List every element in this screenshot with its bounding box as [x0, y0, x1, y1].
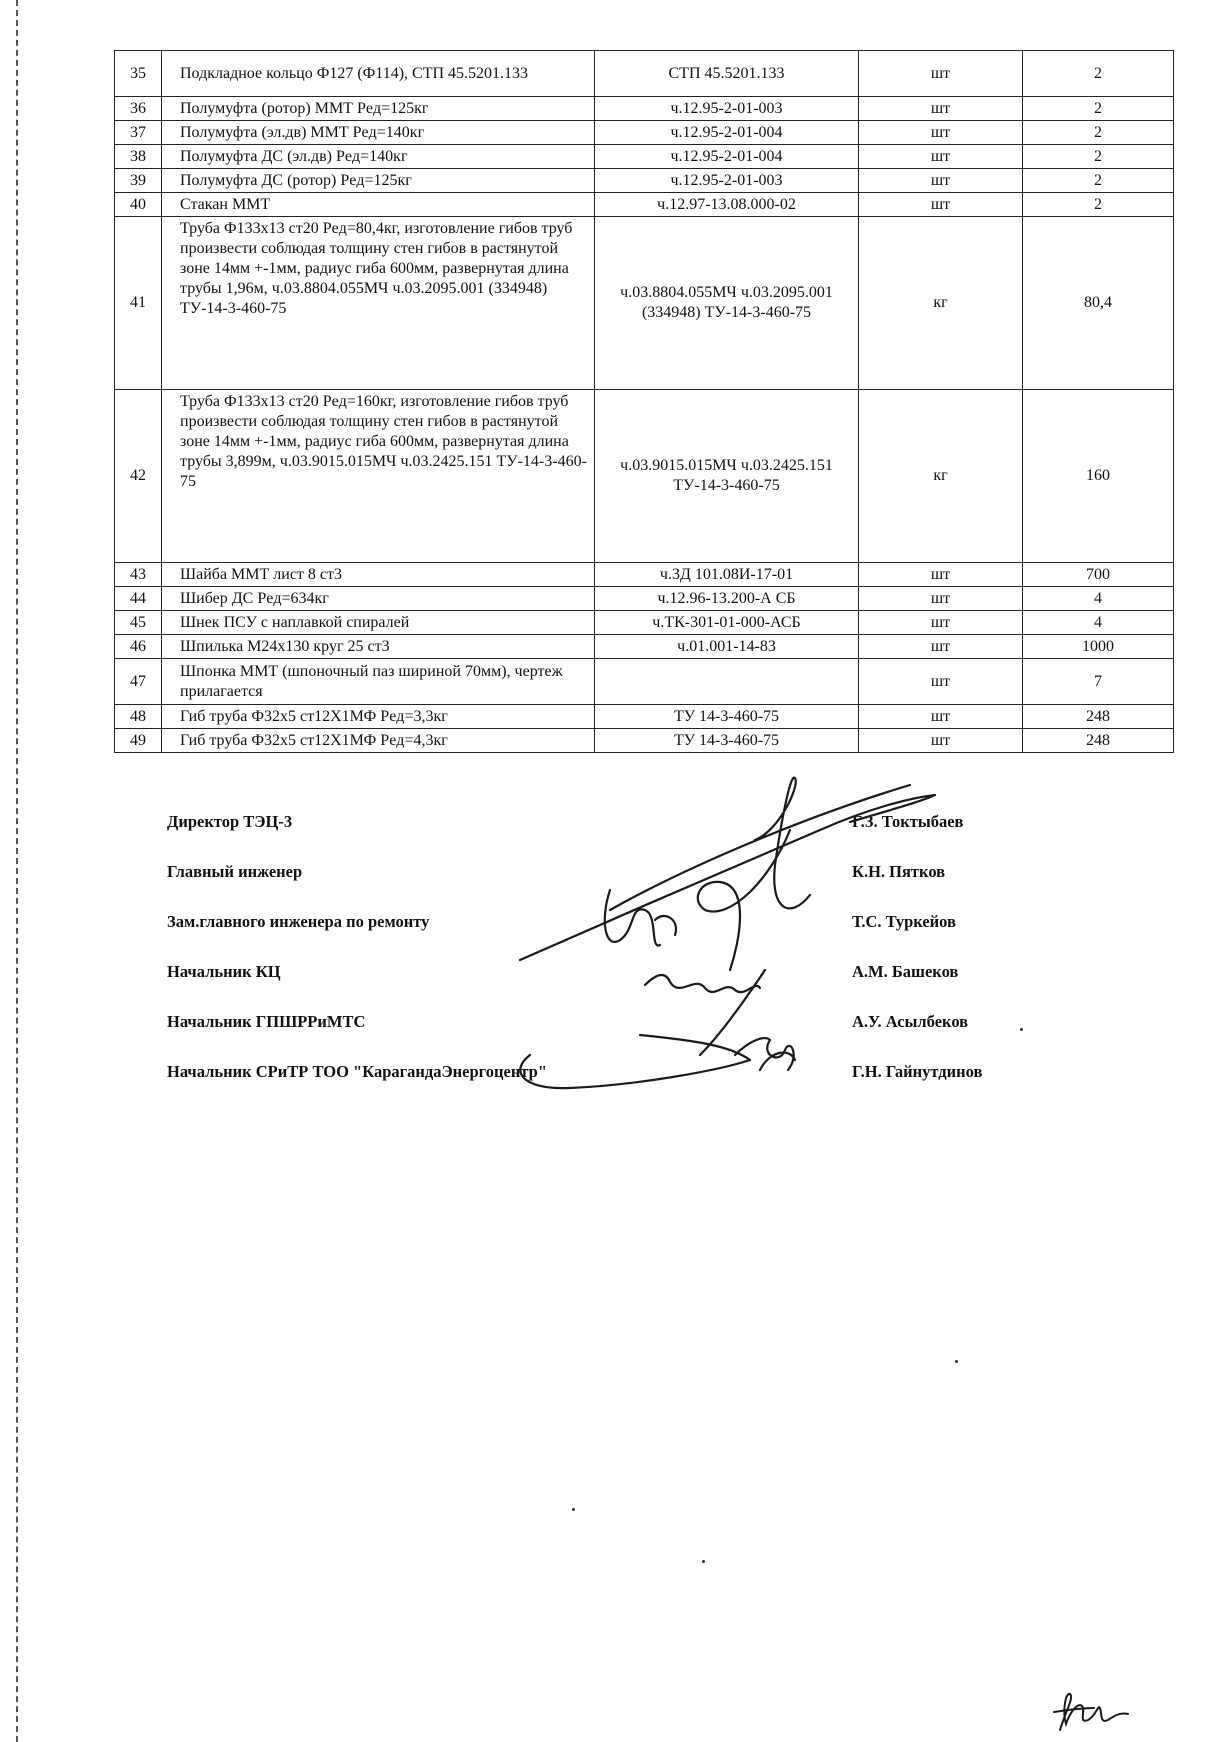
row-number: 43 — [115, 563, 162, 587]
item-name: Гиб труба Ф32х5 ст12Х1МФ Рeд=3,3кг — [162, 705, 595, 729]
signatory-name: К.Н. Пятков — [852, 862, 946, 881]
table-row — [115, 193, 1174, 217]
item-name: Шнек ПСУ с наплавкой спиралей — [162, 611, 595, 635]
item-unit: шт — [859, 145, 1023, 169]
row-number: 40 — [115, 193, 162, 217]
scan-speck — [572, 1508, 575, 1511]
item-unit: шт — [859, 729, 1023, 753]
table-row — [115, 563, 1174, 587]
item-quantity: 7 — [1023, 659, 1174, 705]
row-number: 44 — [115, 587, 162, 611]
item-document: ч.12.95-2-01-003 — [595, 97, 859, 121]
table-row — [115, 169, 1174, 193]
item-name: Полумуфта (эл.дв) ММТ Рeд=140кг — [162, 121, 595, 145]
item-name: Труба Ф133х13 ст20 Рeд=160кг, изготовление гибов труб произвести соблюдая толщину стен гибов в растянутой зоне 14мм +-1мм, радиус гиба 600мм, развернутая длина трубы 3,899м, ч.03.9015.015МЧ ч.03.2425.151 ТУ-14-3-460-75 — [162, 390, 595, 563]
item-document: СТП 45.5201.133 — [595, 51, 859, 97]
table-row — [115, 97, 1174, 121]
item-quantity: 4 — [1023, 587, 1174, 611]
row-number: 41 — [115, 217, 162, 390]
table-row — [115, 729, 1174, 753]
item-quantity: 2 — [1023, 121, 1174, 145]
item-quantity: 2 — [1023, 97, 1174, 121]
signatory-name: А.М. Башеков — [852, 962, 959, 981]
item-quantity: 2 — [1023, 145, 1174, 169]
item-unit: шт — [859, 51, 1023, 97]
specification-table — [114, 50, 1174, 753]
item-document: ТУ 14-3-460-75 — [595, 729, 859, 753]
row-number: 42 — [115, 390, 162, 563]
item-document: ч.12.95-2-01-004 — [595, 145, 859, 169]
item-unit: шт — [859, 97, 1023, 121]
row-number: 35 — [115, 51, 162, 97]
item-quantity: 4 — [1023, 611, 1174, 635]
signatory-title: Начальник ГПШРРиМТС — [167, 1012, 366, 1031]
signature-stroke — [700, 970, 765, 1055]
item-name: Стакан ММТ — [162, 193, 595, 217]
item-document: ч.12.95-2-01-003 — [595, 169, 859, 193]
signature-stroke — [520, 1035, 750, 1088]
item-name: Шайба ММТ лист 8 ст3 — [162, 563, 595, 587]
item-quantity: 80,4 — [1023, 217, 1174, 390]
item-document: ч.01.001-14-83 — [595, 635, 859, 659]
item-name: Полумуфта ДС (эл.дв) Рeд=140кг — [162, 145, 595, 169]
table-row — [115, 611, 1174, 635]
item-unit: шт — [859, 587, 1023, 611]
scan-speck — [955, 1360, 958, 1363]
signatory-name: Г.Н. Гайнутдинов — [852, 1062, 983, 1081]
table-row — [115, 587, 1174, 611]
signature-stroke — [755, 778, 810, 909]
item-name: Гиб труба Ф32х5 ст12Х1МФ Рeд=4,3кг — [162, 729, 595, 753]
signature-stroke — [655, 916, 676, 935]
handwritten-signatures — [490, 770, 1040, 1100]
item-unit: шт — [859, 611, 1023, 635]
scan-speck — [1020, 1028, 1023, 1031]
item-document: ч.3Д 101.08И-17-01 — [595, 563, 859, 587]
item-unit: шт — [859, 635, 1023, 659]
row-number: 47 — [115, 659, 162, 705]
row-number: 48 — [115, 705, 162, 729]
row-number: 39 — [115, 169, 162, 193]
signature-stroke — [610, 785, 910, 910]
signature-stroke — [520, 795, 935, 960]
item-unit: шт — [859, 193, 1023, 217]
page-edge-cut-line — [16, 0, 18, 1742]
initials-signature — [1048, 1690, 1138, 1732]
item-document: ч.12.95-2-01-004 — [595, 121, 859, 145]
item-unit: шт — [859, 563, 1023, 587]
item-name: Шпилька М24х130 круг 25 ст3 — [162, 635, 595, 659]
row-number: 45 — [115, 611, 162, 635]
row-number: 38 — [115, 145, 162, 169]
signatory-name: Г.З. Токтыбаев — [852, 812, 964, 831]
item-quantity: 2 — [1023, 51, 1174, 97]
item-name: Подкладное кольцо Ф127 (Ф114), СТП 45.5201.133 — [162, 51, 595, 97]
signatory-title: Зам.главного инженера по ремонту — [167, 912, 430, 931]
signatory-title: Главный инженер — [167, 862, 303, 881]
signatory-title: Начальник СРиТР ТОО "КарагандаЭнергоцентр" — [167, 1062, 547, 1081]
signature-stroke — [735, 1038, 794, 1070]
table-row — [115, 217, 1174, 390]
item-quantity: 1000 — [1023, 635, 1174, 659]
table-row — [115, 705, 1174, 729]
signatory-name: Т.С. Туркейов — [852, 912, 956, 931]
table-row — [115, 635, 1174, 659]
table-row — [115, 121, 1174, 145]
item-document: ч.12.97-13.08.000-02 — [595, 193, 859, 217]
signature-stroke — [645, 975, 760, 992]
item-unit: шт — [859, 169, 1023, 193]
item-unit: кг — [859, 217, 1023, 390]
row-number: 37 — [115, 121, 162, 145]
item-document: ч.03.8804.055МЧ ч.03.2095.001 (334948) ТУ-14-3-460-75 — [595, 217, 859, 390]
item-document: ч.03.9015.015МЧ ч.03.2425.151 ТУ-14-3-460-75 — [595, 390, 859, 563]
item-unit: кг — [859, 390, 1023, 563]
item-quantity: 2 — [1023, 193, 1174, 217]
row-number: 49 — [115, 729, 162, 753]
item-quantity: 160 — [1023, 390, 1174, 563]
item-document — [595, 659, 859, 705]
item-unit: шт — [859, 705, 1023, 729]
item-name: Шибер ДС Рeд=634кг — [162, 587, 595, 611]
row-number: 46 — [115, 635, 162, 659]
item-name: Труба Ф133х13 ст20 Рeд=80,4кг, изготовление гибов труб произвести соблюдая толщину стен гибов в растянутой зоне 14мм +-1мм, радиус гиба 600мм, развернутая длина трубы 1,96м, ч.03.8804.055МЧ ч.03.2095.001 (334948) ТУ-14-3-460-75 — [162, 217, 595, 390]
signatory-name: А.У. Асылбеков — [852, 1012, 969, 1031]
item-unit: шт — [859, 121, 1023, 145]
table-row — [115, 51, 1174, 97]
table-row — [115, 390, 1174, 563]
item-name: Шпонка ММТ (шпоночный паз шириной 70мм), чертеж прилагается — [162, 659, 595, 705]
item-quantity: 248 — [1023, 705, 1174, 729]
item-name: Полумуфта (ротор) ММТ Рeд=125кг — [162, 97, 595, 121]
table-row — [115, 659, 1174, 705]
signatory-title: Директор ТЭЦ-3 — [167, 812, 293, 831]
item-quantity: 2 — [1023, 169, 1174, 193]
item-quantity: 248 — [1023, 729, 1174, 753]
item-name: Полумуфта ДС (ротор) Рeд=125кг — [162, 169, 595, 193]
scan-speck — [702, 1560, 705, 1563]
item-document: ч.12.96-13.200-А СБ — [595, 587, 859, 611]
item-document: ТУ 14-3-460-75 — [595, 705, 859, 729]
row-number: 36 — [115, 97, 162, 121]
item-document: ч.ТК-301-01-000-АСБ — [595, 611, 859, 635]
item-unit: шт — [859, 659, 1023, 705]
table-row — [115, 145, 1174, 169]
signatory-title: Начальник КЦ — [167, 962, 281, 981]
item-quantity: 700 — [1023, 563, 1174, 587]
